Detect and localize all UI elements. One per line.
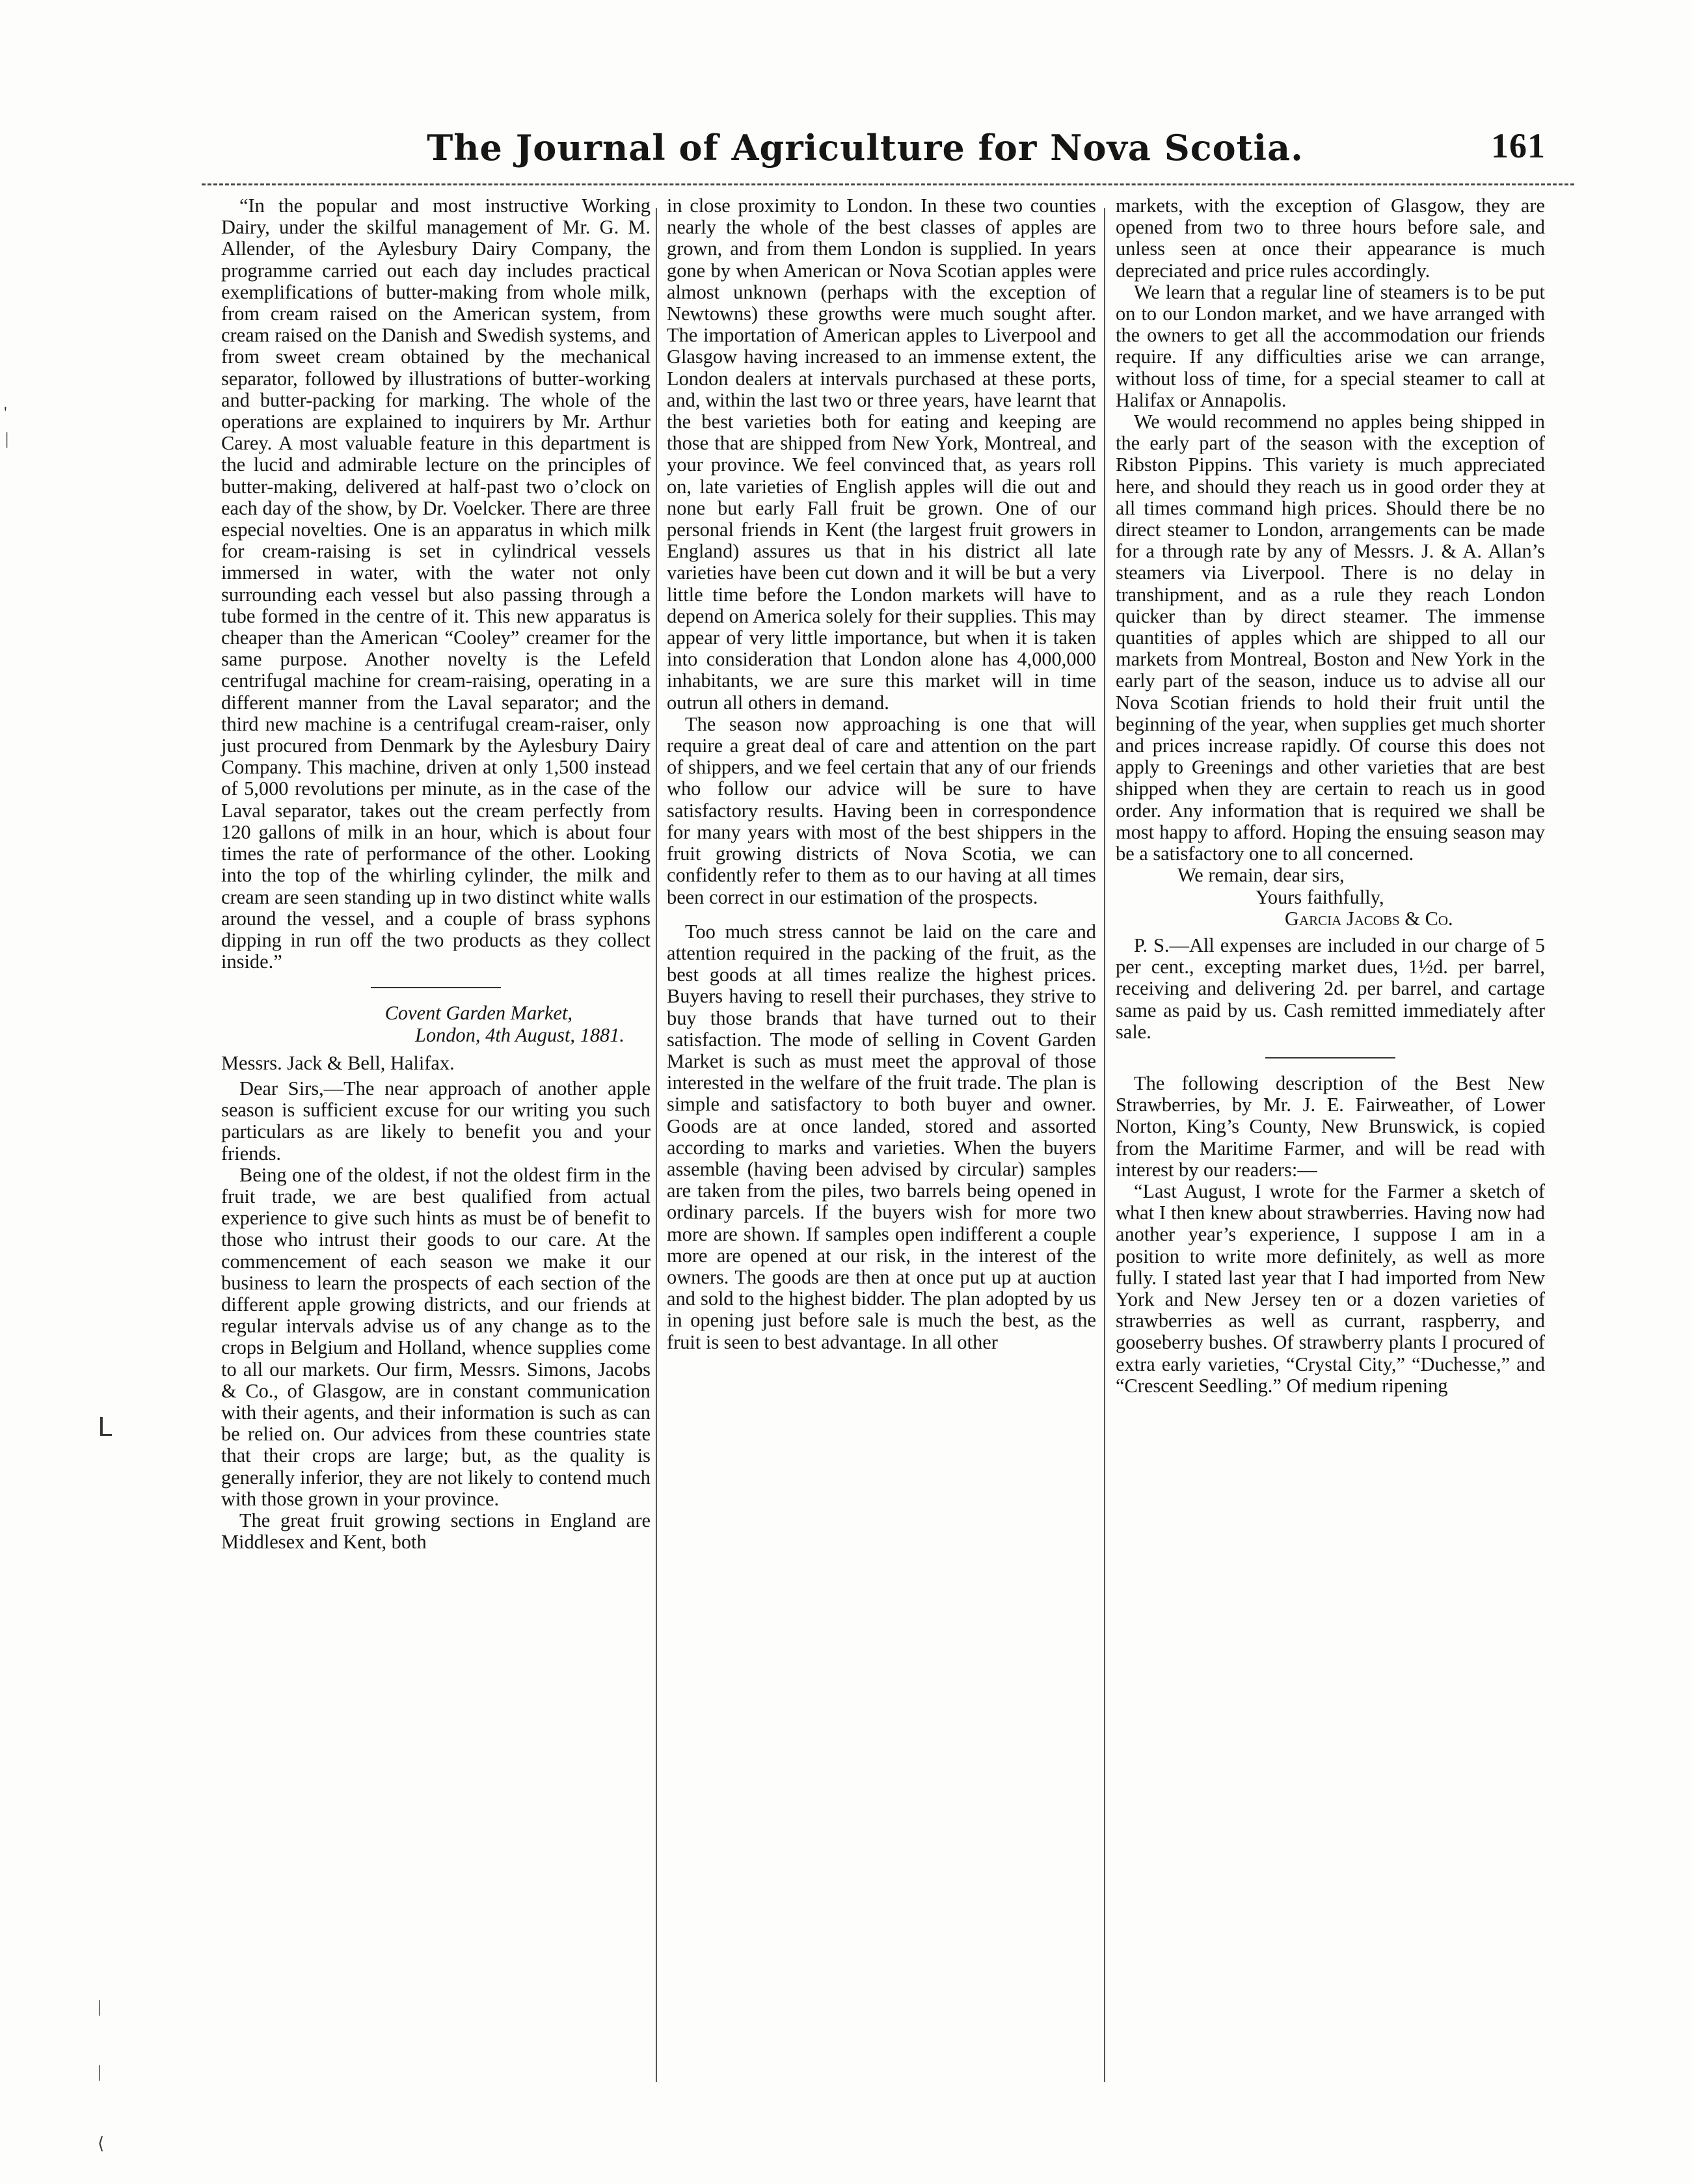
page-number: 161 bbox=[1491, 126, 1546, 165]
margin-mark: ' bbox=[4, 403, 7, 422]
section-divider bbox=[1265, 1057, 1395, 1058]
margin-mark: ⟨ bbox=[98, 2134, 105, 2153]
column-2 bbox=[667, 195, 1096, 1353]
letter-signature: Garcia Jacobs & Co. bbox=[1285, 907, 1453, 930]
margin-mark: ᒪ bbox=[98, 1412, 113, 1442]
dateline-place: Covent Garden Market, bbox=[384, 1002, 572, 1025]
header-rule bbox=[202, 183, 1574, 185]
column-3 bbox=[1116, 195, 1545, 1397]
letter-paragraph: Dear Sirs,—The near approach of another apple season is sufficient excuse for our writing you such particulars as are likely to benefit you and your friends. bbox=[221, 1077, 651, 1165]
page-header bbox=[364, 127, 1366, 185]
margin-mark: | bbox=[98, 1997, 101, 2016]
margin-mark: | bbox=[98, 2062, 101, 2081]
journal-title: The Journal of Agriculture for Nova Scotia. bbox=[427, 127, 1304, 169]
letter-paragraph: We learn that a regular line of steamers is to be put on to our London market, and we have arranged with the owners to get all the accommodation our friends require. If any difficulties arise we can arrange, without loss of time, for a special steamer to call at Halifax or Annapolis. bbox=[1116, 280, 1545, 411]
strawberry-quote: “Last August, I wrote for the Farmer a sketch of what I then knew about strawberries. Having now had another year’s experience, I suppose I am in a position to write more definitely, as well as more fully. I stated last year that I had imported from New York and New Jersey ten or a dozen varieties of strawberries as well as currant, raspberry, and gooseberry bushes. Of strawberry plants I procured of extra early varieties, “Crystal City,” “Duchesse,” and “Crescent Seedling.” Of medium ripening bbox=[1116, 1180, 1545, 1397]
strawberry-intro: The following description of the Best New Strawberries, by Mr. J. E. Fairweather, of Lower Norton, King’s County, New Brunswick, is copied from the Maritime Farmer, and will be read with interest by our readers:— bbox=[1116, 1072, 1545, 1181]
letter-paragraph: The season now approaching is one that will require a great deal of care and attention on the part of shippers, and we feel certain that any of our friends who follow our advice will be sure to have satisfactory results. Having been in correspondence for many years with most of the best shippers in the fruit growing districts of Nova Scotia, we can confidently refer to them as to our having at all times been correct in our estimation of the prospects. bbox=[667, 712, 1096, 908]
margin-mark: | bbox=[5, 429, 9, 448]
letter-paragraph: in close proximity to London. In these two counties nearly the whole of the best classes of apples are grown, and from them London is supplied. In years gone by when American or Nova Scotian apples were almost unknown (perhaps with the exception of Newtowns) these growths were much sought after. The importation of American apples to Liverpool and Glasgow having increased to an immense extent, the London dealers at intervals purchased at these ports, and, within the last two or three years, have learnt that the best varieties both for eating and keeping are those that are shipped from New York, Montreal, and your province. We feel convinced that, as years roll on, late varieties of English apples will die out and none but early Fall fruit be grown. One of our personal friends in Kent (the largest fruit growers in England) assures us that in his district all late varieties have been cut down and it will be but a very little time before the London markets will have to depend on America solely for their supplies. This may appear of very little importance, but when it is taken into consideration that London alone has 4,000,000 inhabitants, we are sure this market will in time outrun all others in demand. bbox=[667, 195, 1096, 714]
letter-closing: Yours faithfully, bbox=[1256, 885, 1384, 908]
dairy-quote: “In the popular and most instructive Working Dairy, under the skilful management of Mr. G. M. Allender, of the Aylesbury Dairy Company, the programme carried out each day includes practical exemplifications of butter-making from whole milk, from cream raised on the American system, from cream raised on the Danish and Swedish systems, and from sweet cream obtained by the mechanical separator, followed by illustrations of butter-working and butter-packing for marking. The whole of the operations are explained to inquirers by Mr. Arthur Carey. A most valuable feature in this department is the lucid and admirable lecture on the principles of butter-making, delivered at half-past two o’clock on each day of the show, by Dr. Voelcker. There are three especial novelties. One is an apparatus in which milk for cream-raising is set in cylindrical vessels immersed in water, with the water not only surrounding each vessel but also passing through a tube formed in the centre of it. This new apparatus is cheaper than the American “Cooley” creamer for the same purpose. Another novelty is the Lefeld centrifugal machine for cream-raising, operating in a different manner from the Laval separator; and the third new machine is a centrifugal cream-raiser, only just procured from Denmark by the Aylesbury Dairy Company. This machine, driven at only 1,500 instead of 5,000 revolutions per minute, as in the case of the Laval separator, takes out the cream perfectly from 120 gallons of milk in an hour, which is about four times the rate of performance of the other. Looking into the top of the whirling cylinder, the milk and cream are seen standing up in two distinct white walls around the vessel, and a couple of brass syphons dipping in run off the two products as they collect inside.” bbox=[221, 195, 651, 973]
letter-paragraph: Too much stress cannot be laid on the care and attention required in the packing of the fruit, as the best goods at all times realize the highest prices. Buyers having to resell their purchases, they strive to buy those brands that have turned out to their satisfaction. The mode of selling in Covent Garden Market is such as must meet the approval of those interested in the welfare of the fruit trade. The plan is simple and satisfactory to both buyer and owner. Goods are at once landed, stored and assorted according to marks and varieties. When the buyers assemble (having been advised by circular) samples are taken from the piles, two barrels being opened in ordinary parcels. If the buyers wish for more two more are shown. If samples open indifferent a couple more are opened at our risk, in the interest of the owners. The goods are then at once put up at auction and sold to the highest bidder. The plan adopted by us in opening just before sale is much the best, as the fruit is seen to best advantage. In all other bbox=[667, 920, 1096, 1353]
dateline-date: London, 4th August, 1881. bbox=[415, 1023, 624, 1046]
letter-addressee: Messrs. Jack & Bell, Halifax. bbox=[221, 1051, 455, 1074]
letter-paragraph: Being one of the oldest, if not the oldest firm in the fruit trade, we are best qualified from actual experience to give such hints as must be of benefit to those who intrust their goods to our care. At the commencement of each season we make it our business to learn the prospects of each section of the different apple growing districts, and our friends at regular intervals advise us of any change as to the crops in Belgium and Holland, whence supplies come to all our markets. Our firm, Messrs. Simons, Jacobs & Co., of Glasgow, are in constant communication with their agents, and their information is such as can be relied on. Our advices from these countries state that their crops are large; but, as the quality is generally inferior, they are not likely to contend much with those grown in your province. bbox=[221, 1163, 651, 1510]
section-divider bbox=[371, 987, 501, 988]
column-divider-1 bbox=[656, 208, 657, 2082]
column-divider-2 bbox=[1104, 208, 1105, 2082]
letter-closing: We remain, dear sirs, bbox=[1177, 864, 1345, 887]
column-1 bbox=[221, 195, 651, 1553]
letter-paragraph: The great fruit growing sections in England are Middlesex and Kent, both bbox=[221, 1509, 651, 1554]
letter-paragraph: We would recommend no apples being shipped in the early part of the season with the exception of Ribston Pippins. This variety is much appreciated here, and should they reach us in good order they at all times command high prices. Should there be no direct steamer to London, arrangements can be made for a through rate by any of Messrs. J. & A. Allan’s steamers via Liverpool. There is no delay in transhipment, and as a rule they reach London quicker than by direct steamer. The immense quantities of apples which are shipped to all our markets from Montreal, Boston and New York in the early part of the season, induce us to advise all our Nova Scotian friends to hold their fruit until the beginning of the year, when supplies get much shorter and prices increase rapidly. Of course this does not apply to Greenings and other varieties that are best shipped when they are certain to reach us in good order. Any information that is required we shall be most happy to afford. Hoping the ensuing season may be a satisfactory one to all concerned. bbox=[1116, 411, 1545, 865]
postscript: P. S.—All expenses are included in our charge of 5 per cent., excepting market dues, 1½d. per barrel, receiving and delivering 2d. per barrel, and cartage same as paid by us. Cash remitted immediately after sale. bbox=[1116, 934, 1545, 1043]
letter-paragraph: markets, with the exception of Glasgow, they are opened from two to three hours before sale, and unless seen at once their appearance is much depreciated and price rules accordingly. bbox=[1116, 195, 1545, 282]
